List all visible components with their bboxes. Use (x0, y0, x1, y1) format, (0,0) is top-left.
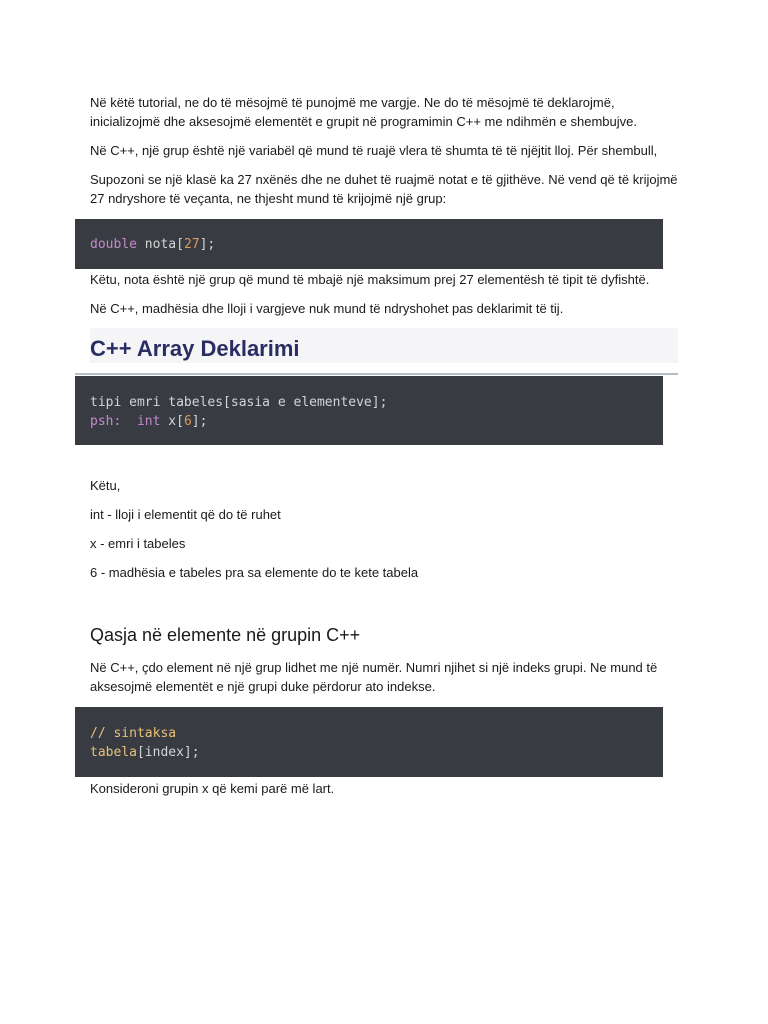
code-punct: ]; (199, 237, 216, 252)
size-note-paragraph: Në C++, madhësia dhe lloji i vargjeve nuk mund të ndryshohet pas deklarimit të tij. (90, 301, 564, 316)
code-comment: // sintaksa (90, 726, 177, 741)
section-heading-declaration: C++ Array Deklarimi (90, 336, 300, 361)
code-keyword: double (90, 237, 137, 252)
code-line (90, 412, 663, 431)
heading-divider (75, 373, 678, 375)
code-line (90, 743, 663, 762)
code-keyword: int (136, 414, 161, 429)
type-explanation: int - lloji i elementit që do të ruhet (90, 507, 281, 522)
intro-paragraph: Në këtë tutorial, ne do të mësojmë të punojmë me vargje. Ne do të mësojmë të deklarojmë, inicializojmë dhe aksesojmë elementët e grupit në programimin C++ me ndihmën e shembujve. (90, 95, 637, 129)
code-punct: ]; (191, 414, 208, 429)
access-paragraph: Në C++, çdo element në një grup lidhet me një numër. Numri njihet si një indeks grupi. Ne mund të aksesojmë elementët e një grupi duke përdorur ato indekse. (90, 660, 658, 694)
explanation-paragraph: Këtu, nota është një grup që mund të mbajë një maksimum prej 27 elementësh të tipit të dyfishtë. (90, 272, 650, 287)
code-label: psh: (90, 414, 122, 429)
definition-paragraph: Në C++, një grup është një variabël që mund të ruajë vlera të shumta të të njëjtit lloj. Për shembull, (90, 143, 658, 158)
code-identifier: tabela (90, 745, 137, 760)
code-line: tipi emri tabeles[sasia e elementeve]; (90, 395, 388, 410)
code-block-syntax (75, 376, 663, 445)
size-explanation: 6 - madhësia e tabeles pra sa elemente do te kete tabela (90, 565, 419, 580)
code-index: [index]; (136, 745, 200, 760)
name-explanation: x - emri i tabeles (90, 536, 186, 551)
code-identifier: x[ (160, 414, 184, 429)
final-paragraph: Konsideroni grupin x që kemi parë më lart. (90, 781, 335, 796)
section-heading-access: Qasja në elemente në grupin C++ (90, 625, 361, 645)
here-label: Këtu, (90, 478, 121, 493)
code-number: 27 (183, 237, 200, 252)
code-number: 6 (183, 414, 192, 429)
code-block-access (75, 707, 663, 777)
example-paragraph: Supozoni se një klasë ka 27 nxënës dhe ne duhet të ruajmë notat e të gjithëve. Në vend që të krijojmë 27 ndryshore të veçanta, ne thjesht mund të krijojmë një grup: (90, 172, 678, 206)
code-block-declaration (75, 219, 663, 269)
code-identifier: nota[ (136, 237, 184, 252)
